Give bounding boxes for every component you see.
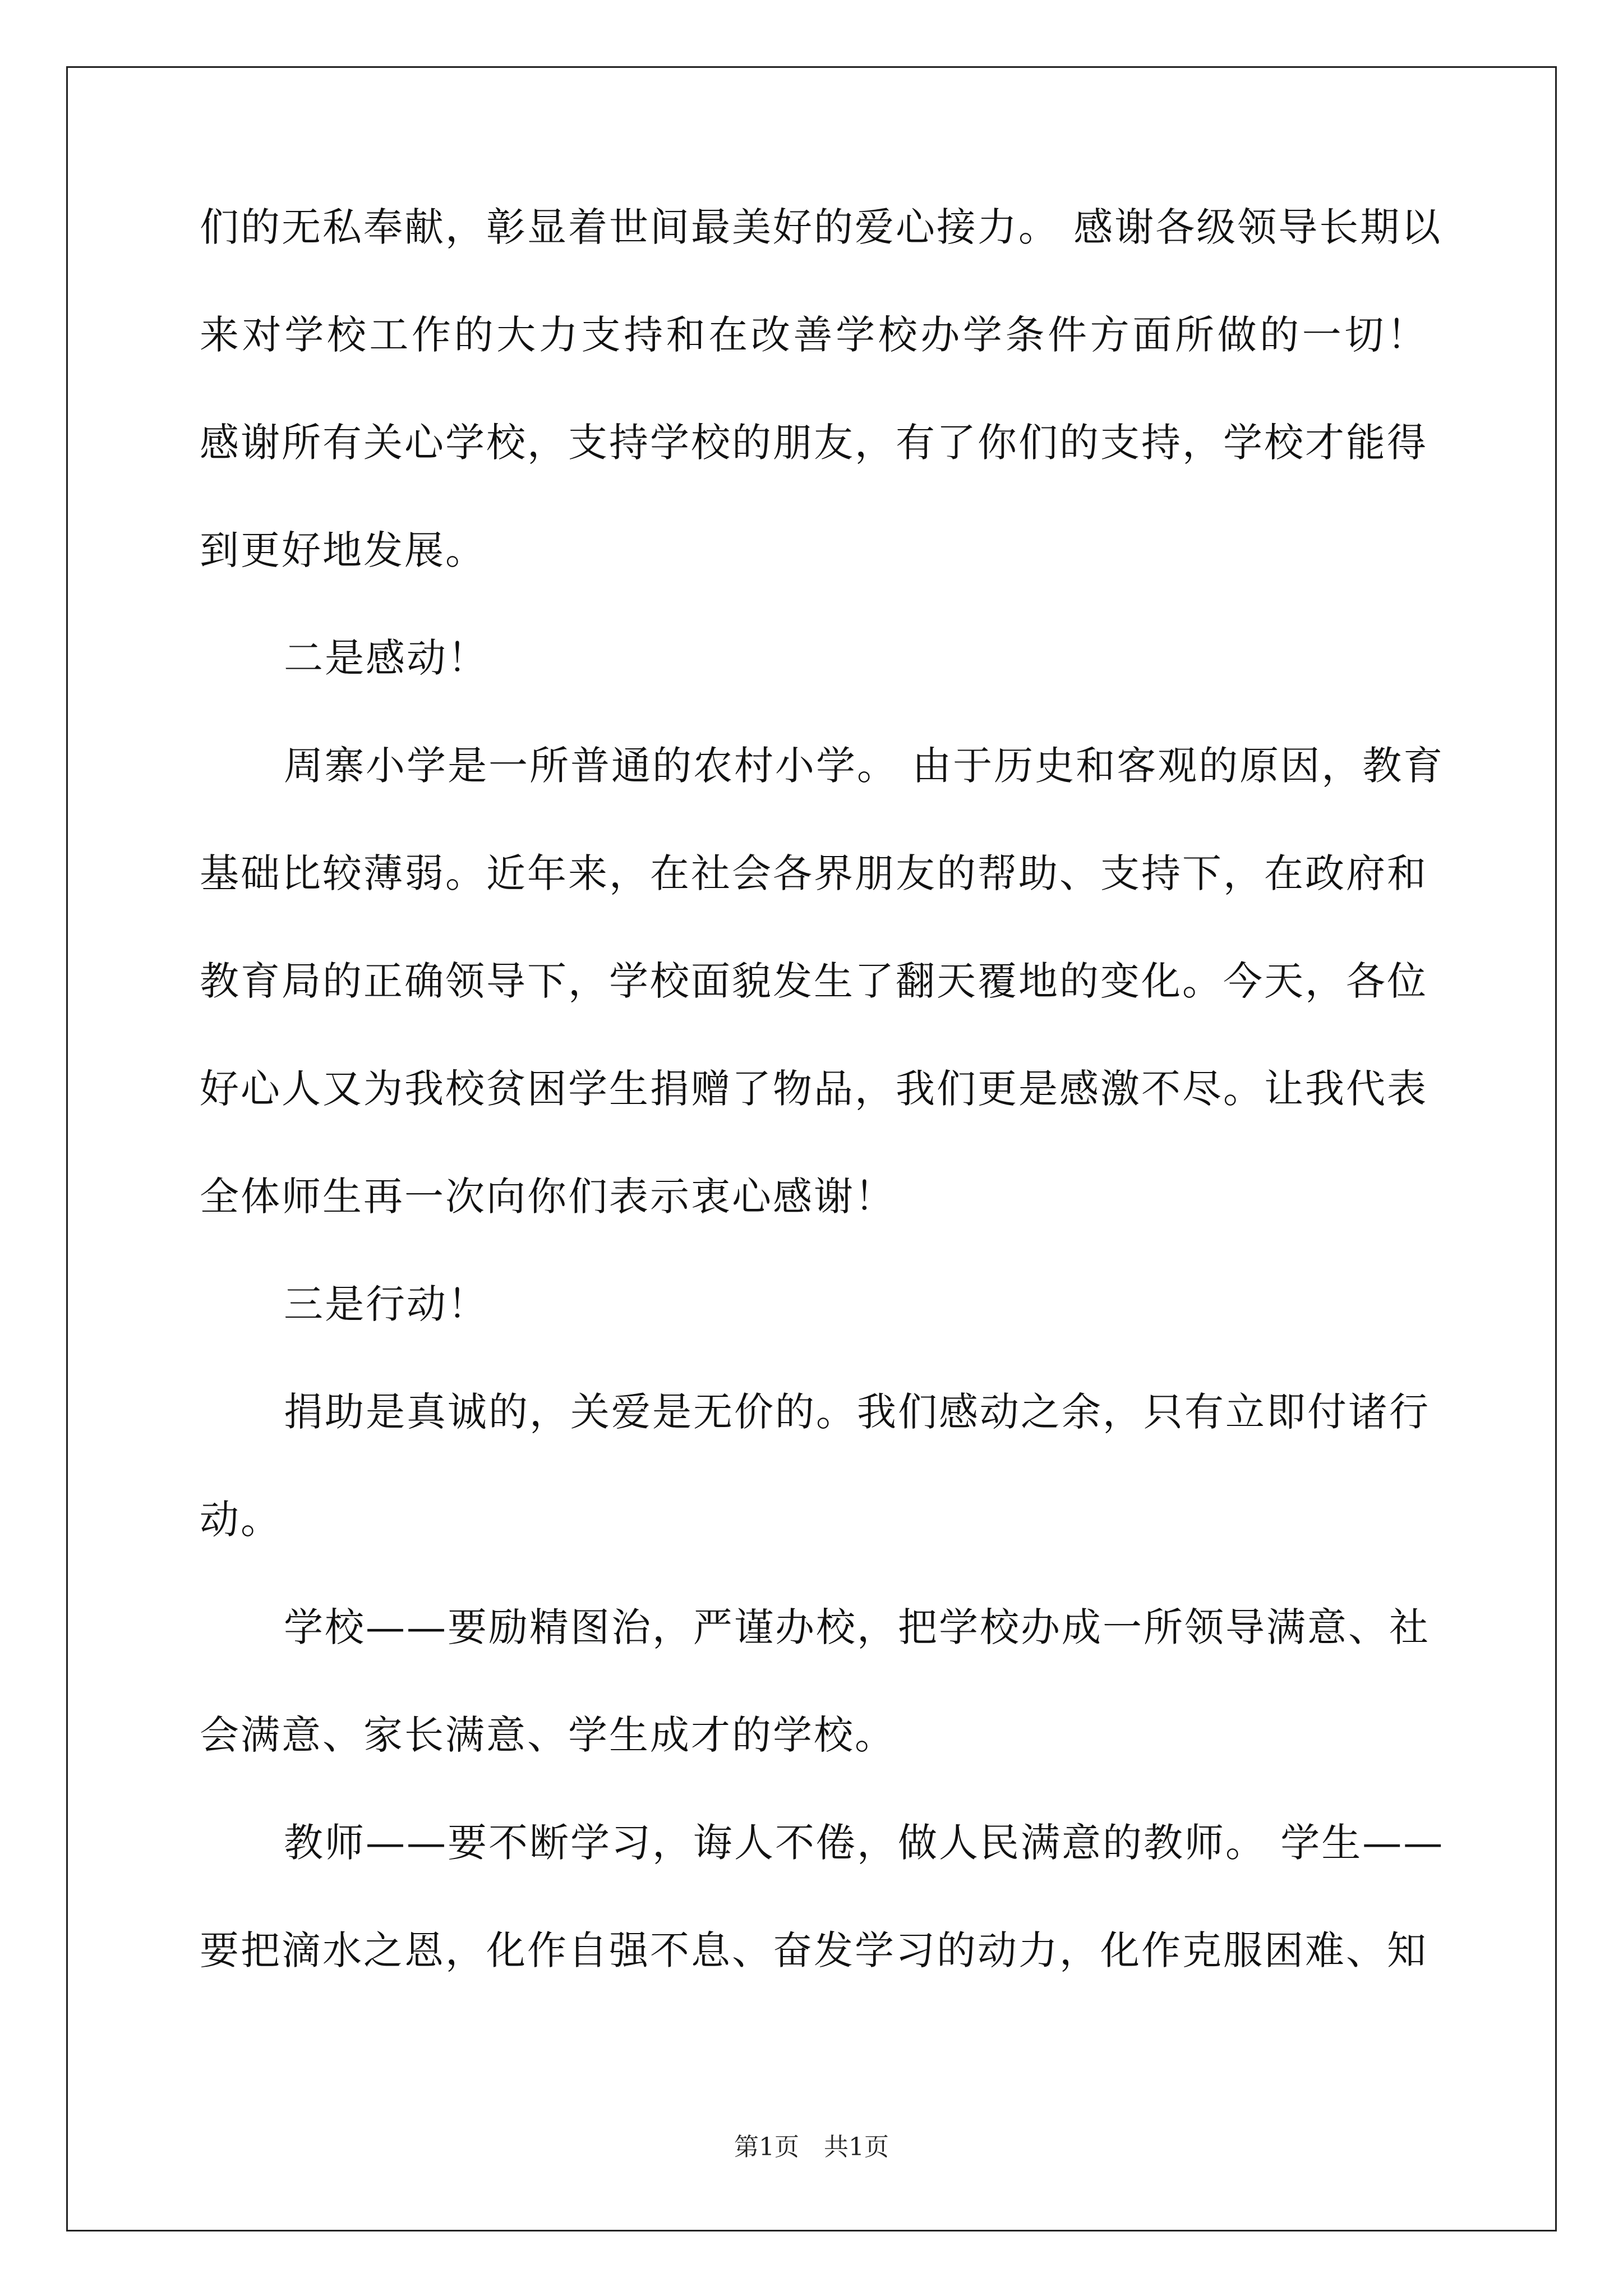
text-line: 好心人又为我校贫困学生捐赠了物品，我们更是感激不尽。让我代表 <box>200 1066 1428 1112</box>
text-line: 感谢所有关心学校，支持学校的朋友，有了你们的支持，学校才能得 <box>200 420 1428 466</box>
text-line: 到更好地发展。 <box>200 527 486 573</box>
text-line: 们的无私奉献，彰显着世间最美好的爱心接力。 感谢各级领导长期以 <box>200 204 1442 250</box>
text-line: 基础比较薄弱。近年来，在社会各界朋友的帮助、支持下，在政府和 <box>200 850 1428 896</box>
page-number-footer: 第1页 共1页 <box>734 2133 889 2161</box>
text-line: 要把滴水之恩，化作自强不息、奋发学习的动力，化作克服困难、知 <box>200 1927 1428 1973</box>
text-line: 全体师生再一次向你们表示衷心感谢！ <box>200 1174 896 1220</box>
text-line: 会满意、家长满意、学生成才的学校。 <box>200 1712 896 1758</box>
text-line: 教师——要不断学习，诲人不倦，做人民满意的教师。 学生—— <box>284 1820 1445 1866</box>
text-line: 学校——要励精图治，严谨办校，把学校办成一所领导满意、社 <box>284 1604 1430 1650</box>
section-heading: 三是行动！ <box>284 1281 488 1327</box>
text-line: 教育局的正确领导下，学校面貌发生了翻天覆地的变化。今天，各位 <box>200 958 1428 1004</box>
text-line: 捐助是真诚的，关爱是无价的。我们感动之余，只有立即付诸行 <box>284 1389 1430 1435</box>
text-line: 来对学校工作的大力支持和在改善学校办学条件方面所做的一切！ <box>200 312 1428 358</box>
text-line: 周寨小学是一所普通的农村小学。 由于历史和客观的原因，教育 <box>284 743 1445 789</box>
section-heading: 二是感动！ <box>284 635 488 681</box>
text-line: 动。 <box>200 1497 282 1543</box>
page-border <box>66 66 1557 2231</box>
